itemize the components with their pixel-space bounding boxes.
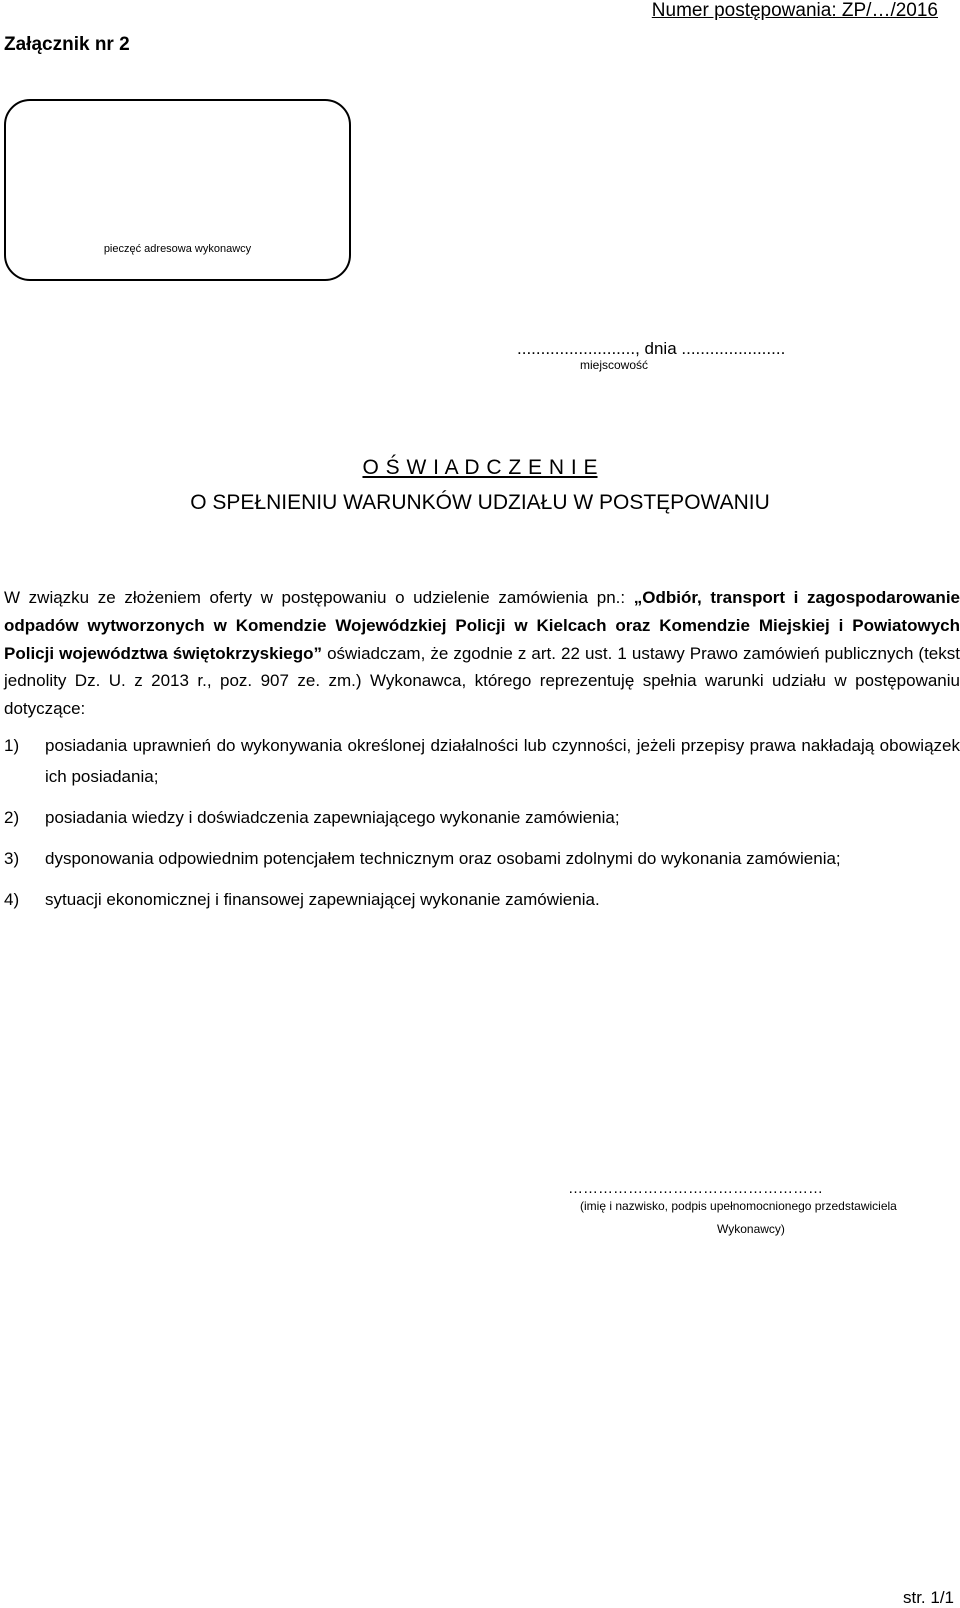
list-item-number: 3)	[4, 849, 20, 868]
place-caption: miejscowość	[580, 358, 649, 372]
list-item	[4, 843, 960, 874]
signature-caption-continued: Wykonawcy)	[717, 1222, 785, 1236]
page-number: str. 1/1	[902, 1588, 954, 1607]
declaration-rest: oświadczam, że zgodnie z art. 22 ust. 1 ustawy Prawo zamówień publicznych (tekst jednolity Dz. U. z 2013 r., poz. 907 ze. zm.) Wykonawca, którego reprezentuję spełnia warunki udziału w postępowaniu dotyczące:	[4, 643, 960, 719]
document-title: O Ś W I A D C Z E N I E	[362, 456, 598, 479]
list-item-text: posiadania wiedzy i doświadczenia zapewniającego wykonanie zamówienia;	[45, 808, 620, 827]
list-item-number: 2)	[4, 808, 20, 827]
list-item-text: sytuacji ekonomicznej i finansowej zapewniającej wykonanie zamówienia.	[45, 890, 600, 909]
conditions-list	[4, 730, 960, 925]
annex-label: Załącznik nr 2	[4, 34, 130, 55]
signature-line: ……………………………………………	[568, 1180, 823, 1197]
list-item	[4, 730, 960, 792]
address-stamp-box	[4, 99, 351, 281]
signature-caption: (imię i nazwisko, podpis upełnomocnionego przedstawiciela	[580, 1199, 897, 1213]
list-item-number: 4)	[4, 890, 20, 909]
list-item-number: 1)	[4, 736, 20, 755]
list-item	[4, 802, 960, 833]
declaration-paragraph	[4, 584, 960, 723]
procurement-title: „Odbiór, transport i zagospodarowanie odpadów wytworzonych w Komendzie Wojewódzkiej Policji w Kielcach oraz Komendzie Miejskiej i Powiatowych Policji województwa świętokrzyskiego”	[4, 588, 960, 663]
place-date-line: ........................., dnia ......................	[517, 339, 786, 358]
document-subtitle: O SPEŁNIENIU WARUNKÓW UDZIAŁU W POSTĘPOWANIU	[190, 491, 770, 514]
declaration-intro: W związku ze złożeniem oferty w postępowaniu o udzielenie zamówienia pn.:	[4, 588, 626, 607]
list-item-text: dysponowania odpowiednim potencjałem technicznym oraz osobami zdolnymi do wykonania zamówienia;	[45, 849, 841, 868]
list-item	[4, 884, 960, 915]
stamp-caption: pieczęć adresowa wykonawcy	[103, 243, 252, 255]
list-item-text: posiadania uprawnień do wykonywania określonej działalności lub czynności, jeżeli przepisy prawa nakładają obowiązek ich posiadania;	[45, 736, 960, 786]
case-number: Numer postępowania: ZP/…/2016	[651, 0, 938, 21]
